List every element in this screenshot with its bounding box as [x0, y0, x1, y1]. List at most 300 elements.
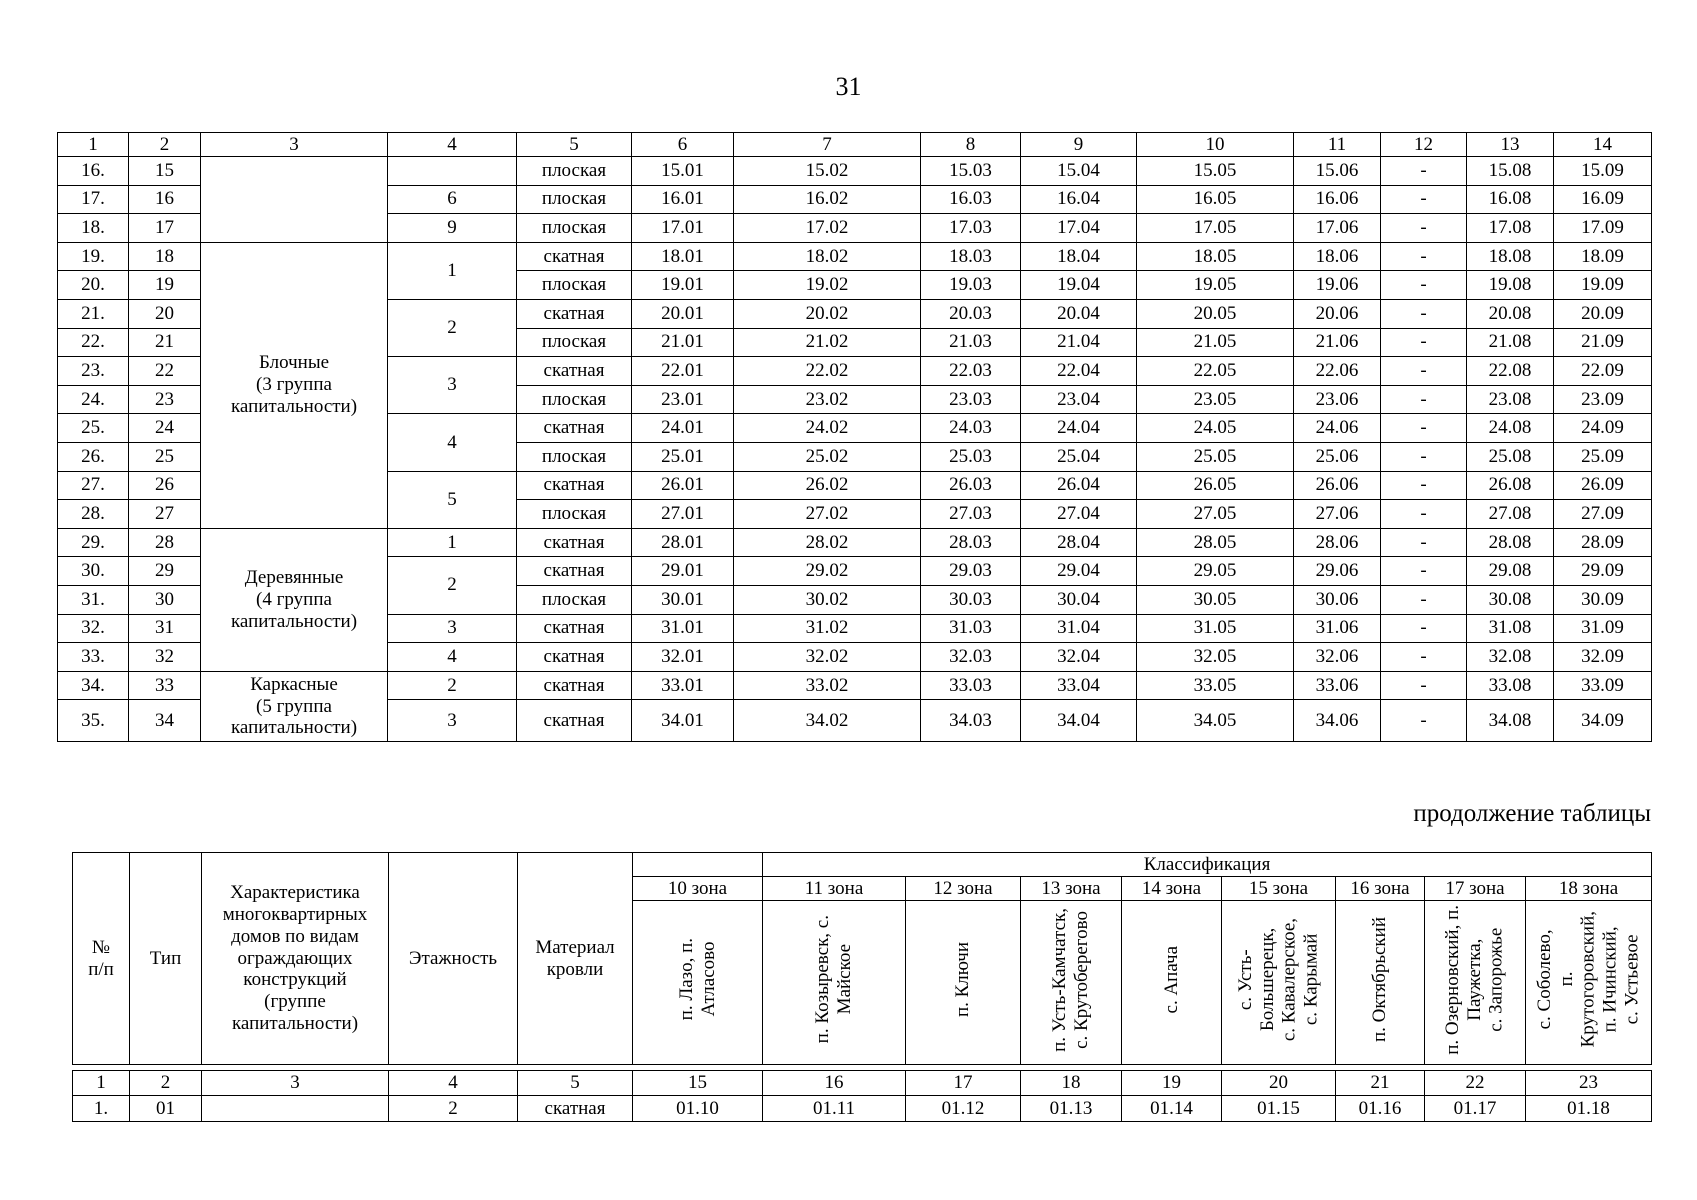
code-cell: 30.01 — [632, 585, 734, 614]
column-number: 8 — [921, 133, 1021, 157]
column-number: 18 — [1021, 1071, 1122, 1096]
roof-material-cell: плоская — [517, 271, 632, 300]
floors-cell: 4 — [388, 414, 517, 471]
code-cell: 21.01 — [632, 328, 734, 357]
code-cell: - — [1381, 242, 1467, 271]
code-cell: 15.09 — [1554, 157, 1652, 186]
code-cell: 24.08 — [1467, 414, 1554, 443]
code-cell: 34.01 — [632, 700, 734, 742]
type-cell: 27 — [129, 500, 201, 529]
code-cell: 21.03 — [921, 328, 1021, 357]
code-cell: 24.04 — [1021, 414, 1137, 443]
code-cell: 24.05 — [1137, 414, 1294, 443]
zone-header: 14 зона — [1122, 877, 1222, 901]
floors-cell: 2 — [388, 671, 517, 700]
code-cell: 31.03 — [921, 614, 1021, 643]
type-cell: 24 — [129, 414, 201, 443]
code-cell: 23.01 — [632, 385, 734, 414]
code-cell: 29.09 — [1554, 557, 1652, 586]
code-cell: 01.14 — [1122, 1096, 1222, 1122]
zone-header: 13 зона — [1021, 877, 1122, 901]
floors-cell: 2 — [388, 299, 517, 356]
code-cell: 22.02 — [734, 357, 921, 386]
code-cell: 30.03 — [921, 585, 1021, 614]
code-cell: 23.09 — [1554, 385, 1652, 414]
code-cell: - — [1381, 528, 1467, 557]
code-cell: 21.08 — [1467, 328, 1554, 357]
code-cell: 01.16 — [1336, 1096, 1425, 1122]
type-cell: 31 — [129, 614, 201, 643]
code-cell: 16.01 — [632, 185, 734, 214]
floors-cell: 5 — [388, 471, 517, 528]
code-cell: 32.09 — [1554, 643, 1652, 672]
type-cell: 25 — [129, 442, 201, 471]
type-cell: 18 — [129, 242, 201, 271]
zone-header: 16 зона — [1336, 877, 1425, 901]
column-number: 12 — [1381, 133, 1467, 157]
characteristic-cell — [202, 1096, 389, 1122]
code-cell: 20.02 — [734, 299, 921, 328]
code-cell: 17.04 — [1021, 214, 1137, 243]
roof-material-cell: скатная — [517, 700, 632, 742]
zone-place-text: с. Усть- Большерецк, с. Кавалерское, с. Карымай — [1234, 918, 1322, 1042]
code-cell: 32.04 — [1021, 643, 1137, 672]
code-cell: 22.06 — [1294, 357, 1381, 386]
code-cell: 18.06 — [1294, 242, 1381, 271]
zone-header: 18 зона — [1526, 877, 1652, 901]
code-cell: 31.06 — [1294, 614, 1381, 643]
column-number: 2 — [129, 133, 201, 157]
table-row — [58, 242, 1652, 271]
group-label: Каркасные (5 группа капитальности) — [201, 671, 388, 742]
roof-material-cell: скатная — [517, 357, 632, 386]
roof-material-cell: скатная — [517, 528, 632, 557]
zone-place — [1425, 901, 1526, 1065]
code-cell: 26.08 — [1467, 471, 1554, 500]
row-number: 23. — [58, 357, 129, 386]
code-cell: 33.03 — [921, 671, 1021, 700]
column-number: 13 — [1467, 133, 1554, 157]
zone-place — [1222, 901, 1336, 1065]
header-characteristic: Характеристика многоквартирных домов по видам ограждающих конструкций (группе капитальности) — [202, 853, 389, 1065]
code-cell: 21.04 — [1021, 328, 1137, 357]
code-cell: 28.02 — [734, 528, 921, 557]
code-cell: 21.09 — [1554, 328, 1652, 357]
type-cell: 33 — [129, 671, 201, 700]
zone-place — [1122, 901, 1222, 1065]
roof-material-cell: плоская — [517, 585, 632, 614]
type-cell: 32 — [129, 643, 201, 672]
zone-place-text: п. Козыревск, с. Майское — [812, 915, 855, 1044]
row-number: 26. — [58, 442, 129, 471]
zone-place-text: с. Апача — [1160, 945, 1182, 1014]
code-cell: 19.01 — [632, 271, 734, 300]
code-cell: 16.08 — [1467, 185, 1554, 214]
zone-header: 17 зона — [1425, 877, 1526, 901]
header-blank — [633, 853, 763, 877]
column-number: 3 — [201, 133, 388, 157]
roof-material-cell: скатная — [517, 242, 632, 271]
column-number: 22 — [1425, 1071, 1526, 1096]
column-number: 1 — [73, 1071, 130, 1096]
code-cell: 19.04 — [1021, 271, 1137, 300]
code-cell: 17.06 — [1294, 214, 1381, 243]
code-cell: - — [1381, 557, 1467, 586]
code-cell: 25.02 — [734, 442, 921, 471]
code-cell: 25.06 — [1294, 442, 1381, 471]
code-cell: - — [1381, 471, 1467, 500]
floors-cell — [388, 157, 517, 186]
group-label: Блочные (3 группа капитальности) — [201, 242, 388, 528]
code-cell: - — [1381, 414, 1467, 443]
table-continued — [57, 132, 1652, 742]
column-number: 7 — [734, 133, 921, 157]
code-cell: 27.02 — [734, 500, 921, 529]
roof-material-cell: плоская — [517, 185, 632, 214]
code-cell: 30.02 — [734, 585, 921, 614]
code-cell: 26.03 — [921, 471, 1021, 500]
type-cell: 01 — [130, 1096, 202, 1122]
code-cell: - — [1381, 614, 1467, 643]
code-cell: 22.08 — [1467, 357, 1554, 386]
code-cell: 24.01 — [632, 414, 734, 443]
zone-header: 15 зона — [1222, 877, 1336, 901]
code-cell: - — [1381, 271, 1467, 300]
column-number: 17 — [906, 1071, 1021, 1096]
code-cell: 23.06 — [1294, 385, 1381, 414]
code-cell: 19.06 — [1294, 271, 1381, 300]
code-cell: 28.03 — [921, 528, 1021, 557]
code-cell: - — [1381, 385, 1467, 414]
code-cell: 27.05 — [1137, 500, 1294, 529]
column-number: 4 — [388, 133, 517, 157]
code-cell: 23.04 — [1021, 385, 1137, 414]
code-cell: 33.02 — [734, 671, 921, 700]
code-cell: 20.04 — [1021, 299, 1137, 328]
code-cell: 16.05 — [1137, 185, 1294, 214]
row-number: 17. — [58, 185, 129, 214]
row-number: 32. — [58, 614, 129, 643]
zone-header: 12 зона — [906, 877, 1021, 901]
code-cell: 01.18 — [1526, 1096, 1652, 1122]
code-cell: 28.09 — [1554, 528, 1652, 557]
column-number: 19 — [1122, 1071, 1222, 1096]
column-number: 5 — [517, 133, 632, 157]
type-cell: 23 — [129, 385, 201, 414]
code-cell: 18.09 — [1554, 242, 1652, 271]
type-cell: 20 — [129, 299, 201, 328]
code-cell: 21.02 — [734, 328, 921, 357]
roof-material-cell: скатная — [517, 671, 632, 700]
code-cell: 15.02 — [734, 157, 921, 186]
zone-place — [633, 901, 763, 1065]
code-cell: - — [1381, 214, 1467, 243]
code-cell: 25.09 — [1554, 442, 1652, 471]
column-number: 15 — [633, 1071, 763, 1096]
code-cell: 29.01 — [632, 557, 734, 586]
column-number-row — [58, 133, 1652, 157]
group-label — [201, 157, 388, 243]
code-cell: 18.05 — [1137, 242, 1294, 271]
roof-material-cell: плоская — [517, 442, 632, 471]
type-cell: 28 — [129, 528, 201, 557]
row-number: 25. — [58, 414, 129, 443]
type-cell: 19 — [129, 271, 201, 300]
code-cell: 23.08 — [1467, 385, 1554, 414]
code-cell: 01.13 — [1021, 1096, 1122, 1122]
floors-cell: 1 — [388, 242, 517, 299]
code-cell: 33.09 — [1554, 671, 1652, 700]
code-cell: 16.02 — [734, 185, 921, 214]
code-cell: 34.06 — [1294, 700, 1381, 742]
roof-material-cell: плоская — [517, 214, 632, 243]
code-cell: 28.08 — [1467, 528, 1554, 557]
type-cell: 26 — [129, 471, 201, 500]
code-cell: 27.03 — [921, 500, 1021, 529]
floors-cell: 3 — [388, 357, 517, 414]
code-cell: 28.01 — [632, 528, 734, 557]
roof-material-cell: плоская — [517, 385, 632, 414]
column-number: 20 — [1222, 1071, 1336, 1096]
code-cell: 30.04 — [1021, 585, 1137, 614]
row-number: 18. — [58, 214, 129, 243]
code-cell: 16.04 — [1021, 185, 1137, 214]
group-label: Деревянные (4 группа капитальности) — [201, 528, 388, 671]
code-cell: 26.05 — [1137, 471, 1294, 500]
floors-cell: 9 — [388, 214, 517, 243]
code-cell: 15.01 — [632, 157, 734, 186]
code-cell: 17.09 — [1554, 214, 1652, 243]
code-cell: - — [1381, 442, 1467, 471]
code-cell: 31.05 — [1137, 614, 1294, 643]
code-cell: 26.01 — [632, 471, 734, 500]
code-cell: 32.06 — [1294, 643, 1381, 672]
row-number: 33. — [58, 643, 129, 672]
code-cell: 26.06 — [1294, 471, 1381, 500]
zone-place-text: п. Лазо, п. Атласово — [675, 938, 719, 1021]
code-cell: 28.05 — [1137, 528, 1294, 557]
code-cell: 17.08 — [1467, 214, 1554, 243]
code-cell: 29.05 — [1137, 557, 1294, 586]
code-cell: 17.01 — [632, 214, 734, 243]
row-number: 28. — [58, 500, 129, 529]
code-cell: 15.05 — [1137, 157, 1294, 186]
code-cell: 26.04 — [1021, 471, 1137, 500]
zone-header: 10 зона — [633, 877, 763, 901]
code-cell: 32.03 — [921, 643, 1021, 672]
row-number: 29. — [58, 528, 129, 557]
code-cell: 34.08 — [1467, 700, 1554, 742]
code-cell: - — [1381, 328, 1467, 357]
code-cell: 31.08 — [1467, 614, 1554, 643]
code-cell: 01.15 — [1222, 1096, 1336, 1122]
row-number: 21. — [58, 299, 129, 328]
code-cell: - — [1381, 357, 1467, 386]
code-cell: 26.09 — [1554, 471, 1652, 500]
roof-material-cell: скатная — [517, 471, 632, 500]
type-cell: 16 — [129, 185, 201, 214]
code-cell: 31.01 — [632, 614, 734, 643]
zone-place — [763, 901, 906, 1065]
code-cell: 34.05 — [1137, 700, 1294, 742]
column-number: 10 — [1137, 133, 1294, 157]
code-cell: 20.05 — [1137, 299, 1294, 328]
zone-place — [1336, 901, 1425, 1065]
code-cell: 18.02 — [734, 242, 921, 271]
zone-place-text: п. Октябрьский — [1369, 917, 1391, 1043]
code-cell: 29.06 — [1294, 557, 1381, 586]
code-cell: 24.09 — [1554, 414, 1652, 443]
floors-cell: 3 — [388, 700, 517, 742]
code-cell: 19.09 — [1554, 271, 1652, 300]
code-cell: 20.06 — [1294, 299, 1381, 328]
code-cell: 18.01 — [632, 242, 734, 271]
page-number: 31 — [835, 72, 862, 101]
code-cell: 27.08 — [1467, 500, 1554, 529]
code-cell: 25.05 — [1137, 442, 1294, 471]
type-cell: 21 — [129, 328, 201, 357]
code-cell: 25.04 — [1021, 442, 1137, 471]
code-cell: - — [1381, 643, 1467, 672]
floors-cell: 2 — [389, 1096, 518, 1122]
code-cell: 15.03 — [921, 157, 1021, 186]
table-row — [58, 671, 1652, 700]
floors-cell: 6 — [388, 185, 517, 214]
code-cell: 20.03 — [921, 299, 1021, 328]
code-cell: 30.09 — [1554, 585, 1652, 614]
code-cell: 33.08 — [1467, 671, 1554, 700]
zone-place-text: с. Соболево, п. Крутогоровский, п. Ичинский, с. Устьевое — [1533, 911, 1643, 1048]
zone-place — [1526, 901, 1652, 1065]
code-cell: 24.02 — [734, 414, 921, 443]
column-number: 23 — [1526, 1071, 1652, 1096]
code-cell: 19.02 — [734, 271, 921, 300]
code-cell: 19.08 — [1467, 271, 1554, 300]
column-number: 6 — [632, 133, 734, 157]
code-cell: 01.17 — [1425, 1096, 1526, 1122]
code-cell: 33.06 — [1294, 671, 1381, 700]
code-cell: 21.05 — [1137, 328, 1294, 357]
code-cell: 34.09 — [1554, 700, 1652, 742]
code-cell: 29.02 — [734, 557, 921, 586]
type-cell: 29 — [129, 557, 201, 586]
zone-place-text: п. Ключи — [952, 942, 974, 1018]
code-cell: 16.09 — [1554, 185, 1652, 214]
type-cell: 30 — [129, 585, 201, 614]
code-cell: 25.08 — [1467, 442, 1554, 471]
table-continuation — [72, 852, 1652, 1122]
zone-place-text: п. Усть-Камчатск, с. Крутоберегово — [1049, 907, 1092, 1052]
code-cell: - — [1381, 700, 1467, 742]
code-cell: 22.01 — [632, 357, 734, 386]
code-cell: 28.06 — [1294, 528, 1381, 557]
code-cell: 19.05 — [1137, 271, 1294, 300]
header-floors: Этажность — [389, 853, 518, 1065]
code-cell: 23.03 — [921, 385, 1021, 414]
code-cell: 15.06 — [1294, 157, 1381, 186]
column-number-row — [73, 1071, 1652, 1096]
roof-material-cell: скатная — [517, 414, 632, 443]
code-cell: 32.02 — [734, 643, 921, 672]
code-cell: 22.04 — [1021, 357, 1137, 386]
column-number: 9 — [1021, 133, 1137, 157]
code-cell: 29.04 — [1021, 557, 1137, 586]
code-cell: - — [1381, 299, 1467, 328]
roof-material-cell: скатная — [517, 643, 632, 672]
column-number: 5 — [518, 1071, 633, 1096]
code-cell: 23.05 — [1137, 385, 1294, 414]
code-cell: 24.03 — [921, 414, 1021, 443]
code-cell: 19.03 — [921, 271, 1021, 300]
code-cell: 18.08 — [1467, 242, 1554, 271]
code-cell: 27.09 — [1554, 500, 1652, 529]
roof-material-cell: скатная — [517, 557, 632, 586]
row-number: 27. — [58, 471, 129, 500]
code-cell: 21.06 — [1294, 328, 1381, 357]
code-cell: 28.04 — [1021, 528, 1137, 557]
code-cell: 27.04 — [1021, 500, 1137, 529]
code-cell: 34.03 — [921, 700, 1021, 742]
code-cell: - — [1381, 585, 1467, 614]
code-cell: 27.06 — [1294, 500, 1381, 529]
roof-material-cell: плоская — [517, 328, 632, 357]
code-cell: 22.05 — [1137, 357, 1294, 386]
column-number: 2 — [130, 1071, 202, 1096]
row-number: 24. — [58, 385, 129, 414]
row-number: 16. — [58, 157, 129, 186]
floors-cell: 3 — [388, 614, 517, 643]
column-number: 11 — [1294, 133, 1381, 157]
row-number: 35. — [58, 700, 129, 742]
row-number: 19. — [58, 242, 129, 271]
code-cell: 23.02 — [734, 385, 921, 414]
roof-material-cell: плоская — [517, 500, 632, 529]
type-cell: 22 — [129, 357, 201, 386]
roof-material-cell: скатная — [517, 614, 632, 643]
code-cell: 29.08 — [1467, 557, 1554, 586]
code-cell: 20.01 — [632, 299, 734, 328]
code-cell: 31.09 — [1554, 614, 1652, 643]
code-cell: 33.05 — [1137, 671, 1294, 700]
code-cell: 32.05 — [1137, 643, 1294, 672]
code-cell: 20.08 — [1467, 299, 1554, 328]
roof-material-cell: скатная — [517, 299, 632, 328]
code-cell: - — [1381, 500, 1467, 529]
code-cell: 25.01 — [632, 442, 734, 471]
column-number: 21 — [1336, 1071, 1425, 1096]
code-cell: 16.03 — [921, 185, 1021, 214]
code-cell: 29.03 — [921, 557, 1021, 586]
code-cell: 34.04 — [1021, 700, 1137, 742]
code-cell: - — [1381, 671, 1467, 700]
code-cell: 18.03 — [921, 242, 1021, 271]
code-cell: 17.03 — [921, 214, 1021, 243]
row-number: 20. — [58, 271, 129, 300]
floors-cell: 2 — [388, 557, 517, 614]
zone-place — [1021, 901, 1122, 1065]
header-classification: Классификация — [763, 853, 1652, 877]
code-cell: - — [1381, 185, 1467, 214]
code-cell: 26.02 — [734, 471, 921, 500]
code-cell: 32.01 — [632, 643, 734, 672]
code-cell: 34.02 — [734, 700, 921, 742]
code-cell: 30.06 — [1294, 585, 1381, 614]
row-number: 34. — [58, 671, 129, 700]
column-number: 4 — [389, 1071, 518, 1096]
roof-material-cell: скатная — [518, 1096, 633, 1122]
code-cell: 15.08 — [1467, 157, 1554, 186]
row-number: 31. — [58, 585, 129, 614]
